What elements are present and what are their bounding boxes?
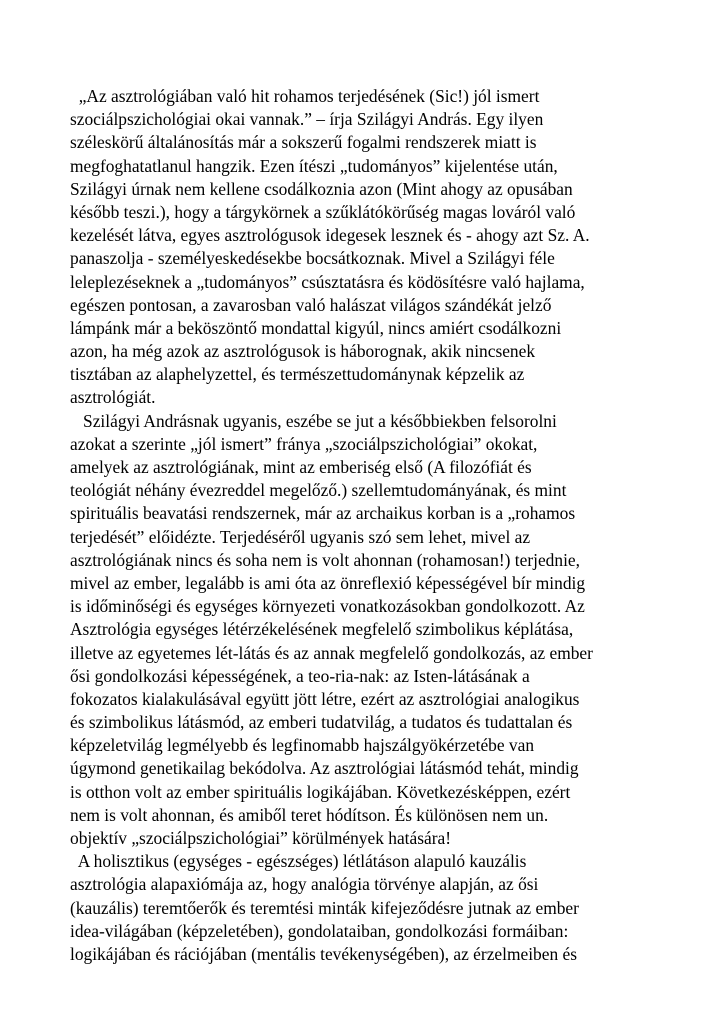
text-line: terjedését” előidézte. Terjedéséről ugyanis szó sem lehet, mivel az [70, 526, 531, 547]
text-line: szociálpszichológiai okai vannak.” – írja Szilágyi András. Egy ilyen [70, 109, 544, 130]
text-line: később teszi.), hogy a tárgykörnek a szűklátókörűség magas lováról való [70, 201, 576, 222]
text-line: ősi gondolkozási képességének, a teo-ria-nak: az Isten-látásának a [70, 665, 530, 686]
text-line: panaszolja - személyeskedésekbe bocsátkoznak. Mivel a Szilágyi féle [70, 248, 555, 269]
text-line: azon, ha még azok az asztrológusok is háborognak, akik nincsenek [70, 341, 536, 362]
text-line: A holisztikus (egységes - egészséges) létlátáson alapuló kauzális [70, 851, 527, 872]
text-line: úgymond genetikailag bekódolva. Az asztrológiai látásmód tehát, mindig [70, 758, 579, 779]
text-line: teológiát néhány évezreddel megelőző.) szellemtudományának, és mint [70, 480, 567, 501]
text-line: fokozatos kialakulásával együtt jött létre, ezért az asztrológiai analogikus [70, 688, 580, 709]
text-line: lámpánk már a beköszöntő mondattal kigyúl, nincs amiért csodálkozni [70, 317, 562, 338]
text-line: amelyek az asztrológiának, mint az emberiség első (A filozófiát és [70, 457, 532, 477]
text-line: spirituális beavatási rendszernek, már az archaikus korban is a „rohamos [70, 503, 576, 524]
text-line: azokat a szerinte „jól ismert” fránya „szociálpszichológiai” okokat, [70, 433, 538, 454]
text-line: is otthon volt az ember spirituális logikájában. Következésképpen, ezért [70, 781, 571, 802]
body-text [70, 85, 670, 966]
text-line: megfoghatatlanul hangzik. Ezen ítészi „tudományos” kijelentése után, [70, 155, 558, 176]
text-line: képzeletvilág legmélyebb és legfinomabb hajszálgyökérzetébe van [70, 735, 535, 756]
text-line: asztrológiának nincs és soha nem is volt ahonnan (rohamosan!) terjednie, [70, 549, 580, 570]
text-line: Szilágyi úrnak nem kellene csodálkoznia azon (Mint ahogy az opusában [70, 178, 573, 199]
text-line: Szilágyi Andrásnak ugyanis, eszébe se jut a későbbiekben felsorolni [70, 410, 557, 431]
text-line: „Az asztrológiában való hit rohamos terjedésének (Sic!) jól ismert [70, 86, 540, 106]
text-line: és szimbolikus látásmód, az emberi tudatvilág, a tudatos és tudattalan és [70, 712, 573, 733]
text-line: objektív „szociálpszichológiai” körülmények hatására! [70, 828, 451, 848]
text-line: leleplezéseknek a „tudományos” csúsztatásra és ködösítésre való hajlama, [70, 271, 585, 292]
text-line: kezelését látva, egyes asztrológusok idegesek lesznek és - ahogy azt Sz. A. [70, 225, 590, 246]
text-line: mivel az ember, legalább is ami óta az önreflexió képességével bír mindig [70, 572, 586, 593]
text-line: Asztrológia egységes létérzékelésének megfelelő szimbolikus képlátása, [70, 619, 574, 640]
text-line: asztrológia alapaxiómája az, hogy analógia törvénye alapján, az ősi [70, 874, 539, 895]
text-line: egészen pontosan, a zavarosban való halászat világos szándékát jelző [70, 294, 552, 315]
text-line: is időminőségi és egységes környezeti vonatkozásokban gondolkozott. Az [70, 596, 585, 617]
text-line: illetve az egyetemes lét-látás és az annak megfelelő gondolkozás, az ember [70, 642, 593, 663]
text-line: nem is volt ahonnan, és amiből teret hódítson. És különösen nem un. [70, 804, 549, 825]
text-line: széleskörű általánosítás már a sokszerű fogalmi rendszerek miatt is [70, 132, 537, 153]
text-line: asztrológiát. [70, 387, 156, 408]
text-line: tisztában az alaphelyzettel, és természettudománynak képzelik az [70, 364, 525, 385]
text-line: logikájában és rációjában (mentális tevékenységében), az érzelmeiben és [70, 943, 577, 964]
text-line: (kauzális) teremtőerők és teremtési minták kifejeződésre jutnak az ember [70, 897, 579, 918]
text-line: idea-világában (képzeletében), gondolataiban, gondolkozási formáiban: [70, 920, 569, 941]
